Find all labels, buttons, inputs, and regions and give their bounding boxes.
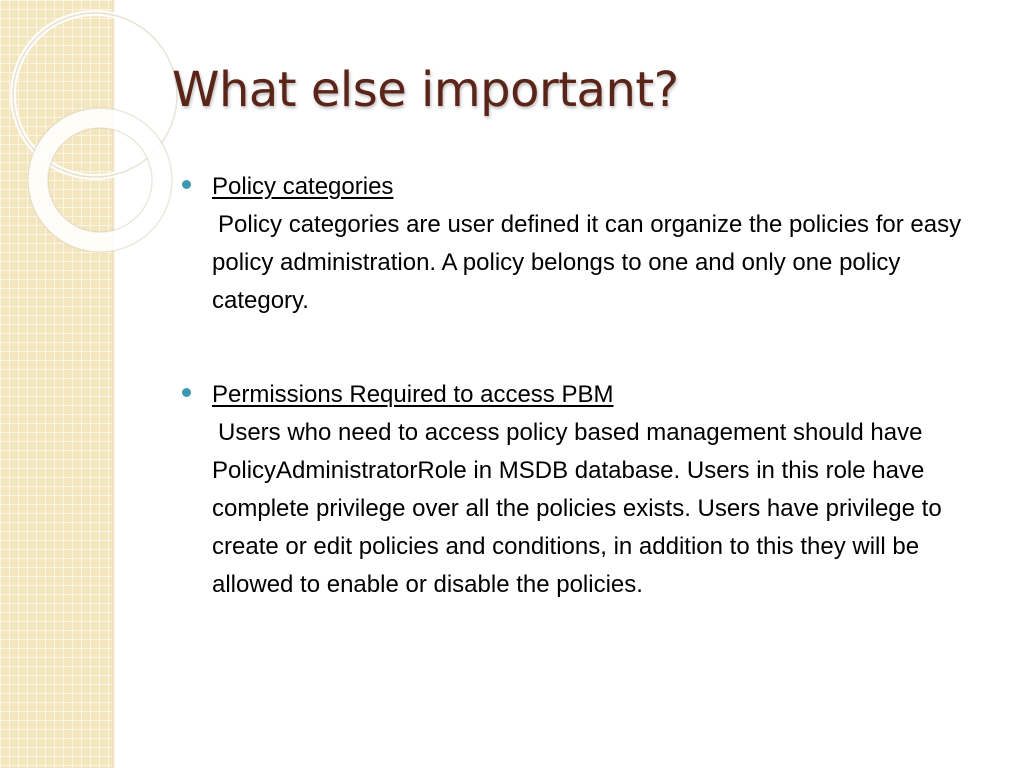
bullet-dot-icon [182, 388, 191, 397]
spacer [180, 342, 1000, 376]
bullet-heading: Policy categories [212, 173, 394, 200]
bullet-list [180, 168, 1000, 626]
bullet-dot-icon [182, 180, 191, 189]
bullet-item [180, 376, 1000, 604]
bullet-item [180, 168, 1000, 320]
bullet-body: Users who need to access policy based management should have PolicyAdministratorRole in MSDB database. Users in this role have complete privilege over all the policies exists. Users have privilege to create or edit policies and conditions, in addition to this they will be allowed to enable or disable the policies. [212, 419, 942, 598]
bullet-body: Policy categories are user defined it can organize the policies for easy policy administration. A policy belongs to one and only one policy category. [212, 211, 962, 314]
bullet-heading: Permissions Required to access PBM [212, 381, 614, 408]
decorative-rings-icon [0, 0, 200, 280]
slide-title: What else important? [172, 62, 679, 118]
